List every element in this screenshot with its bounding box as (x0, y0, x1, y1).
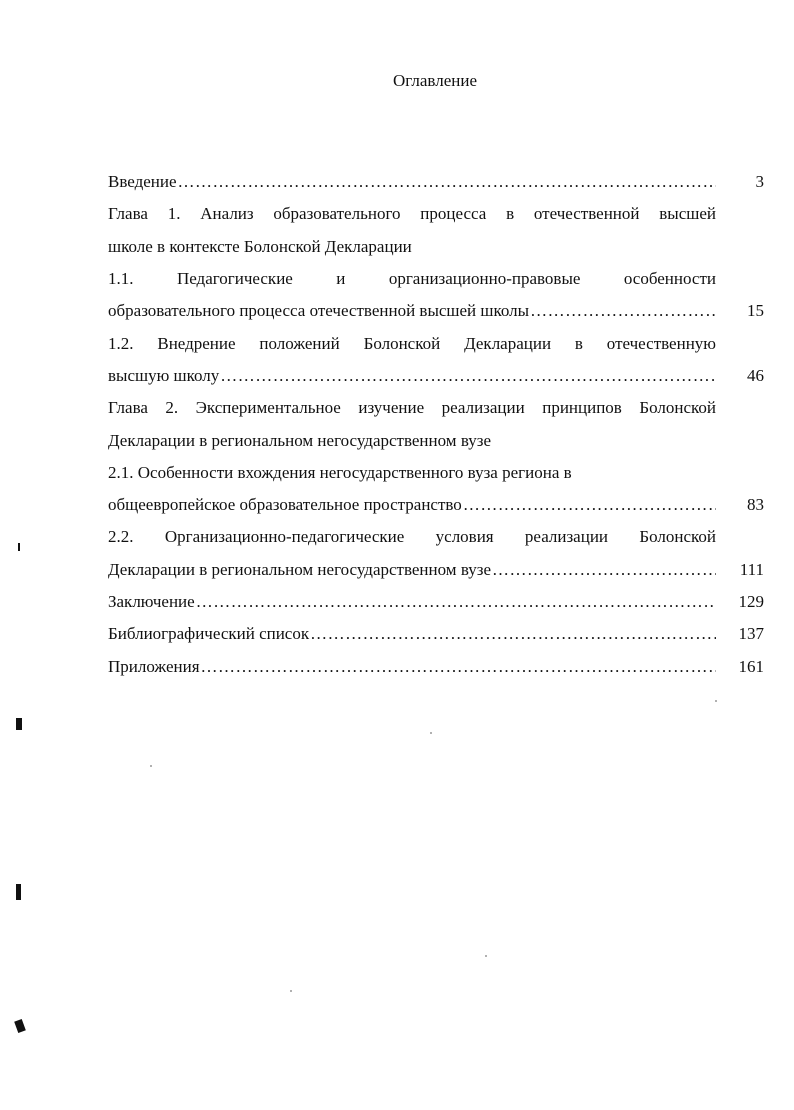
toc-entry-text: Глава 1. Анализ образовательного процесса в отечественной высшей (108, 204, 716, 224)
toc-entry-text: образовательного процесса отечественной высшей школы (108, 301, 530, 321)
toc-entry-appendix[interactable] (108, 650, 764, 682)
toc-entry-intro[interactable] (108, 166, 764, 198)
toc-entry-section-2-2-cont[interactable] (108, 554, 764, 586)
scan-speck (715, 700, 717, 702)
toc-entry-section-1-2-cont[interactable] (108, 360, 764, 392)
toc-page-number: 15 (747, 301, 764, 321)
toc-entry-section-1-1[interactable] (108, 263, 764, 295)
toc-entry-text: общеевропейское образовательное пространство (108, 495, 462, 515)
dot-leader (309, 624, 716, 644)
toc-entry-section-2-1[interactable] (108, 457, 764, 489)
toc-entry-text: Декларации в региональном негосударственном вузе (108, 559, 492, 579)
page-title: Оглавление (393, 71, 477, 90)
dot-leader (529, 301, 716, 321)
toc-entry-text: высшую школу (108, 365, 220, 385)
toc-page-number: 3 (755, 172, 764, 192)
dot-leader (491, 560, 716, 580)
scan-speck (485, 955, 487, 957)
scan-margin-mark (18, 543, 20, 551)
scan-margin-mark (14, 1019, 26, 1033)
toc-entry-chapter-2-cont[interactable] (108, 424, 764, 456)
toc-page-number: 137 (738, 624, 764, 644)
scan-margin-mark (16, 884, 21, 900)
toc-page-number: 129 (738, 592, 764, 611)
toc-page-number: 46 (747, 365, 764, 385)
toc-entry-text: Введение (108, 172, 177, 192)
dot-leader (219, 366, 716, 386)
toc-entry-text: Библиографический список (108, 624, 310, 644)
toc-entry-text: 1.2. Внедрение положений Болонской Декларации в отечественную (108, 333, 716, 353)
scan-speck (430, 732, 432, 734)
table-of-contents (108, 166, 764, 683)
toc-entry-section-2-1-cont[interactable] (108, 489, 764, 521)
toc-entry-section-2-2[interactable] (108, 521, 764, 553)
toc-entry-text: Декларации в региональном негосударственном вузе (108, 430, 492, 450)
dot-leader (177, 172, 716, 192)
toc-entry-section-1-2[interactable] (108, 327, 764, 359)
toc-entry-text: 1.1. Педагогические и организационно-правовые особенности (108, 269, 716, 289)
toc-page-number: 111 (739, 559, 764, 579)
scan-speck (290, 990, 292, 992)
toc-entry-text: школе в контексте Болонской Декларации (108, 236, 412, 256)
dot-leader (462, 495, 716, 515)
toc-entry-chapter-1[interactable] (108, 198, 764, 230)
dot-leader (195, 592, 716, 612)
scan-margin-mark (16, 718, 22, 730)
scan-speck (150, 765, 152, 767)
toc-entry-conclusion[interactable] (108, 586, 764, 618)
toc-entry-chapter-2[interactable] (108, 392, 764, 424)
toc-entry-text: Приложения (108, 656, 200, 676)
toc-page-number: 83 (747, 495, 764, 515)
toc-entry-bibliography[interactable] (108, 618, 764, 650)
toc-entry-section-1-1-cont[interactable] (108, 295, 764, 327)
toc-page-number: 161 (738, 656, 764, 676)
toc-entry-chapter-1-cont[interactable] (108, 231, 764, 263)
toc-entry-text: 2.1. Особенности вхождения негосударственного вуза региона в (108, 462, 572, 482)
toc-entry-text: Заключение (108, 592, 195, 611)
dot-leader (200, 657, 716, 677)
toc-entry-text: Глава 2. Экспериментальное изучение реализации принципов Болонской (108, 398, 716, 418)
toc-entry-text: 2.2. Организационно-педагогические условия реализации Болонской (108, 527, 716, 547)
